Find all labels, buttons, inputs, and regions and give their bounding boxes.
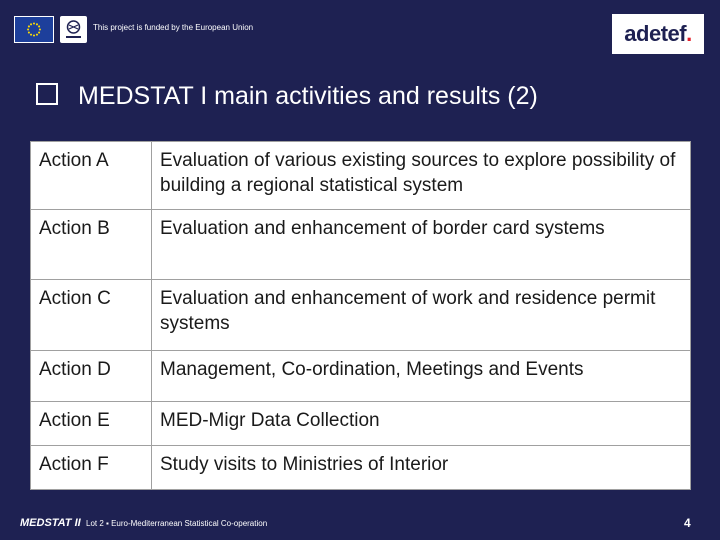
slide-title: MEDSTAT I main activities and results (2)	[78, 82, 538, 110]
action-label: Action E	[31, 402, 152, 446]
table-row	[31, 142, 691, 210]
action-label: Action D	[31, 351, 152, 402]
action-description: Evaluation and enhancement of work and residence permit systems	[152, 280, 691, 351]
action-label: Action B	[31, 210, 152, 280]
actions-table	[30, 141, 691, 490]
table-row	[31, 446, 691, 490]
table-row	[31, 210, 691, 280]
eurostat-logo-icon	[60, 16, 87, 43]
action-label: Action C	[31, 280, 152, 351]
table-row	[31, 280, 691, 351]
action-description: Study visits to Ministries of Interior	[152, 446, 691, 490]
action-description: Management, Co-ordination, Meetings and Events	[152, 351, 691, 402]
page-number: 4	[684, 516, 691, 530]
footer-brand: MEDSTAT II	[20, 517, 81, 529]
adetef-logo: adetef.	[612, 14, 704, 54]
funding-notice: This project is funded by the European Union	[93, 23, 254, 32]
action-description: MED-Migr Data Collection	[152, 402, 691, 446]
title-bullet-icon	[36, 83, 58, 105]
footer-subtitle: Lot 2 ▪ Euro-Mediterranean Statistical Co-operation	[86, 519, 268, 528]
table-row	[31, 351, 691, 402]
action-description: Evaluation and enhancement of border card systems	[152, 210, 691, 280]
eu-flag-icon	[14, 16, 54, 43]
action-label: Action A	[31, 142, 152, 210]
table-row	[31, 402, 691, 446]
action-description: Evaluation of various existing sources to explore possibility of building a regional statistical system	[152, 142, 691, 210]
action-label: Action F	[31, 446, 152, 490]
